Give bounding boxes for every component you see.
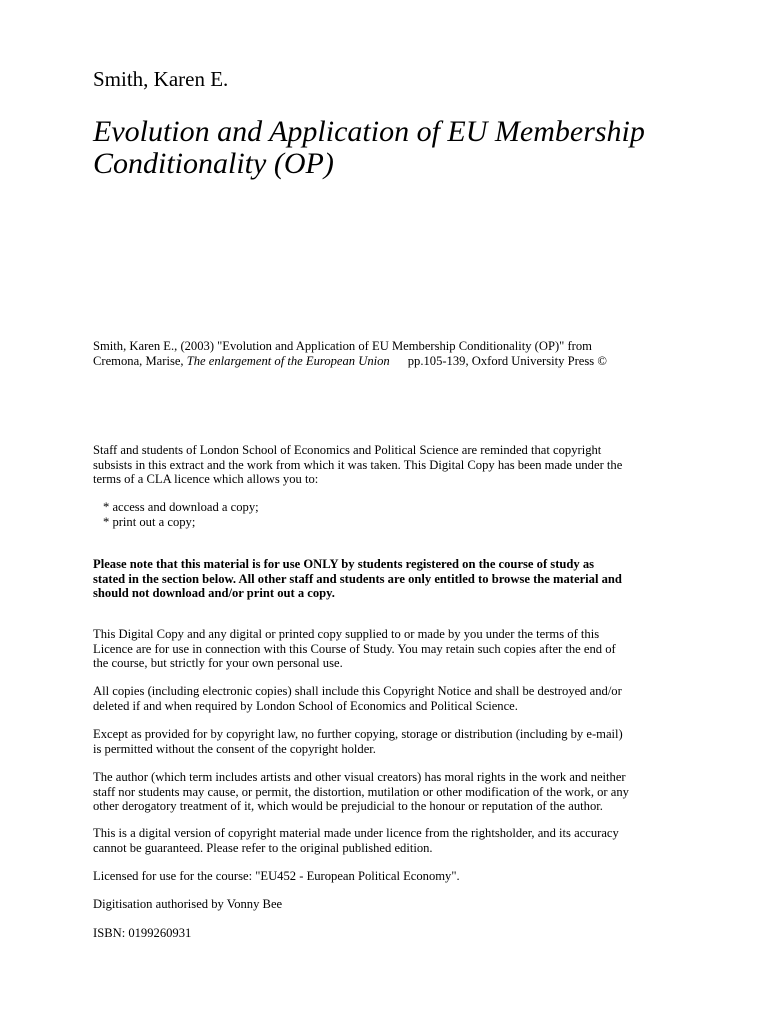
warning-line: should not download and/or print out a copy. — [93, 586, 335, 600]
citation-pages-publisher: pp.105-139, Oxford University Press © — [407, 353, 607, 368]
paragraph-digital-copy — [93, 627, 693, 671]
paragraph-line: the course, but strictly for your own personal use. — [93, 656, 343, 670]
paragraph-digital-version — [93, 826, 693, 855]
warning-line: Please note that this material is for use ONLY by students registered on the course of study as — [93, 557, 595, 571]
list-item: * print out a copy; — [103, 514, 196, 529]
copyright-notice — [93, 443, 693, 487]
paragraph-line: cannot be guaranteed. Please refer to the original published edition. — [93, 840, 433, 855]
list-item: * access and download a copy; — [103, 500, 259, 514]
digitisation-authority: Digitisation authorised by Vonny Bee — [93, 897, 283, 911]
paragraph-line: All copies (including electronic copies) shall include this Copyright Notice and shall be destroyed and/or — [93, 684, 622, 698]
citation-editor: Cremona, Marise, — [93, 353, 184, 368]
isbn: ISBN: 0199260931 — [93, 926, 192, 940]
paragraph-line: The author (which term includes artists and other visual creators) has moral rights in the work and neither — [93, 770, 626, 784]
paragraph-moral-rights — [93, 770, 693, 814]
notice-line: terms of a CLA licence which allows you to: — [93, 472, 319, 486]
author-name: Smith, Karen E. — [93, 67, 229, 91]
permissions-list — [103, 500, 259, 529]
paragraph-line: Except as provided for by copyright law, no further copying, storage or distribution (including by e-mail) — [93, 727, 623, 741]
citation-line: Smith, Karen E., (2003) "Evolution and Application of EU Membership Conditionality (OP)" from — [93, 339, 592, 353]
document-title — [93, 116, 713, 180]
title-line: Evolution and Application of EU Membership — [93, 115, 645, 148]
paragraph-line: Licence are for use in connection with this Course of Study. You may retain such copies after the end of — [93, 641, 616, 656]
paragraph-copyright-law — [93, 727, 693, 756]
paragraph-line: This Digital Copy and any digital or printed copy supplied to or made by you under the terms of this — [93, 627, 600, 641]
paragraph-copies — [93, 684, 693, 713]
paragraph-line: This is a digital version of copyright material made under licence from the rightsholder, and its accuracy — [93, 826, 619, 840]
paragraph-line: other derogatory treatment of it, which would be prejudicial to the honour or reputation of the author. — [93, 799, 603, 813]
warning-line: stated in the section below. All other staff and students are only entitled to browse the material and — [93, 571, 622, 586]
notice-line: Staff and students of London School of Economics and Political Science are reminded that copyright — [93, 443, 602, 457]
paragraph-line: deleted if and when required by London School of Economics and Political Science. — [93, 698, 518, 713]
usage-warning — [93, 557, 693, 601]
citation — [93, 339, 713, 368]
book-title: The enlargement of the European Union — [186, 353, 390, 368]
citation-line — [93, 354, 713, 369]
paragraph-line: is permitted without the consent of the copyright holder. — [93, 741, 376, 756]
title-line: Conditionality (OP) — [93, 147, 334, 180]
paragraph-line: staff nor students may cause, or permit, the distortion, mutilation or other modification of the work, or any — [93, 784, 629, 799]
course-license: Licensed for use for the course: "EU452 - European Political Economy". — [93, 869, 460, 883]
notice-line: subsists in this extract and the work from which it was taken. This Digital Copy has been made under the — [93, 457, 623, 472]
